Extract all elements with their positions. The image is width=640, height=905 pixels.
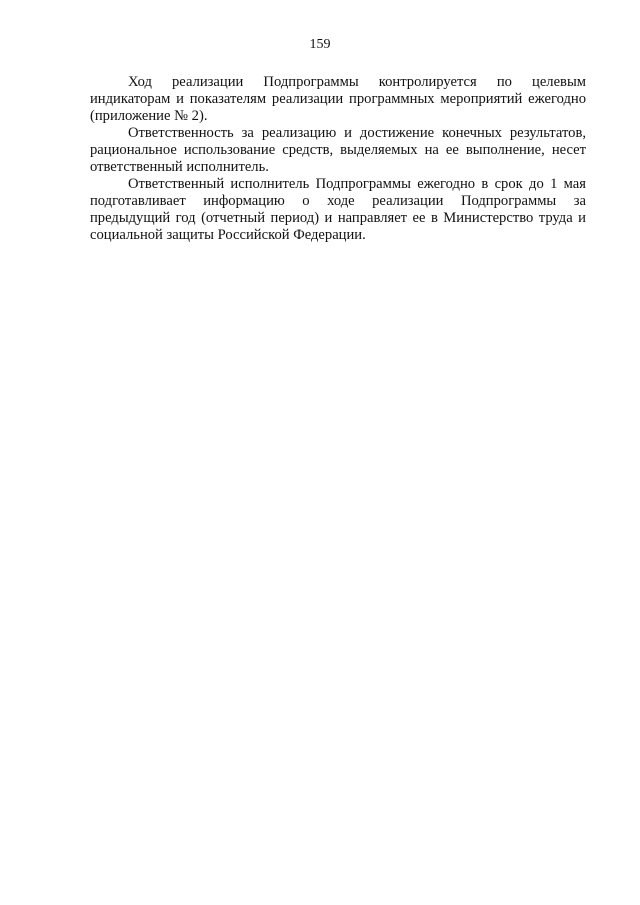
paragraph-responsibility: Ответственность за реализацию и достижение конечных результатов, рациональное использование средств, выделяемых на ее выполнение, несет ответственный исполнитель. [90,125,586,175]
paragraph-reporting: Ответственный исполнитель Подпрограммы ежегодно в срок до 1 мая подготавливает информацию о ходе реализации Подпрограммы за предыдущий год (отчетный период) и направляет ее в Министерство труда и социальной защиты Российской Федерации. [90,176,586,243]
document-body [90,74,586,244]
page-number: 159 [309,37,331,52]
paragraph-monitoring: Ход реализации Подпрограммы контролируется по целевым индикаторам и показателям реализации программных мероприятий ежегодно (приложение № 2). [90,74,586,124]
